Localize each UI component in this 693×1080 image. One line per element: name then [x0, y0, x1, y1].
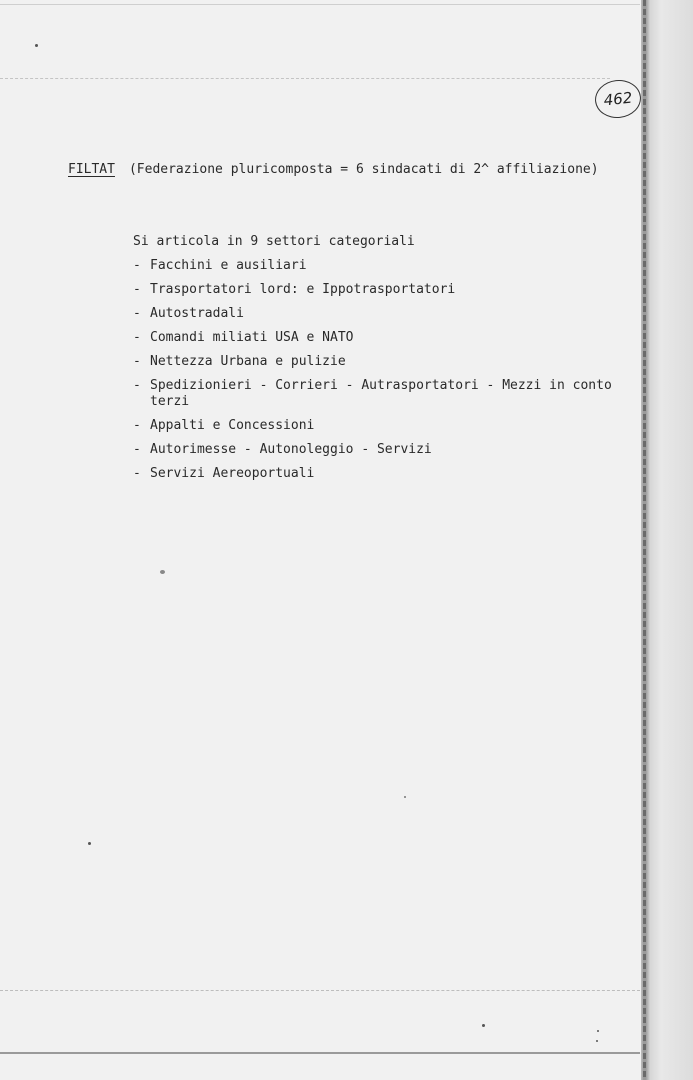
fold-line-top: [0, 78, 610, 80]
list-item-text: Spedizionieri - Corrieri - Autrasportatori - Mezzi in conto terzi: [150, 378, 612, 409]
list-dash: -: [133, 258, 141, 273]
scan-right-edge: [641, 0, 693, 1080]
list-item-text: Nettezza Urbana e pulizie: [150, 354, 346, 369]
scan-speck: [35, 44, 38, 47]
heading: [68, 162, 599, 177]
fold-line-bottom: [0, 990, 640, 992]
list-dash: -: [133, 466, 141, 481]
list-dash: -: [133, 442, 141, 457]
scan-top-border: [0, 4, 640, 5]
heading-description: (Federazione pluricomposta = 6 sindacati di 2^ affiliazione): [128, 162, 599, 177]
list-item-text: Autostradali: [150, 306, 244, 321]
list-dash: -: [133, 330, 141, 345]
handwritten-page-number: 462: [593, 78, 643, 121]
scan-bottom-border: [0, 1052, 640, 1054]
list-item-text: Trasportatori lord: e Ippotrasportatori: [150, 282, 456, 297]
list-item: [133, 258, 628, 274]
list-dash: -: [133, 282, 141, 297]
list-item: [133, 306, 628, 322]
scan-speck: [160, 570, 165, 574]
list-item: [133, 330, 628, 346]
list-item-text: Facchini e ausiliari: [150, 258, 307, 273]
list-dash: -: [133, 306, 141, 321]
scan-speck: [404, 796, 406, 798]
list-item-text: Appalti e Concessioni: [150, 418, 315, 433]
list-item: [133, 466, 628, 482]
list-item-text: Autorimesse - Autonoleggio - Servizi: [150, 442, 432, 457]
list-item-text: Servizi Aereoportuali: [150, 466, 315, 481]
list-item: [133, 418, 628, 434]
scan-speck: [88, 842, 91, 845]
scan-speck: [482, 1024, 485, 1027]
intro-text: Si articola in 9 settori categoriali: [133, 234, 415, 249]
list-item: [133, 354, 628, 370]
list-item: [133, 442, 628, 458]
sector-list: [133, 258, 628, 490]
scan-speck: [596, 1040, 598, 1042]
list-dash: -: [133, 354, 141, 369]
heading-abbreviation: FILTAT: [68, 162, 115, 177]
list-item: [133, 282, 628, 298]
list-dash: -: [133, 418, 141, 433]
list-item: [133, 378, 628, 410]
scan-speck: [597, 1030, 599, 1032]
list-item-text: Comandi miliati USA e NATO: [150, 330, 354, 345]
list-dash: -: [133, 378, 141, 393]
